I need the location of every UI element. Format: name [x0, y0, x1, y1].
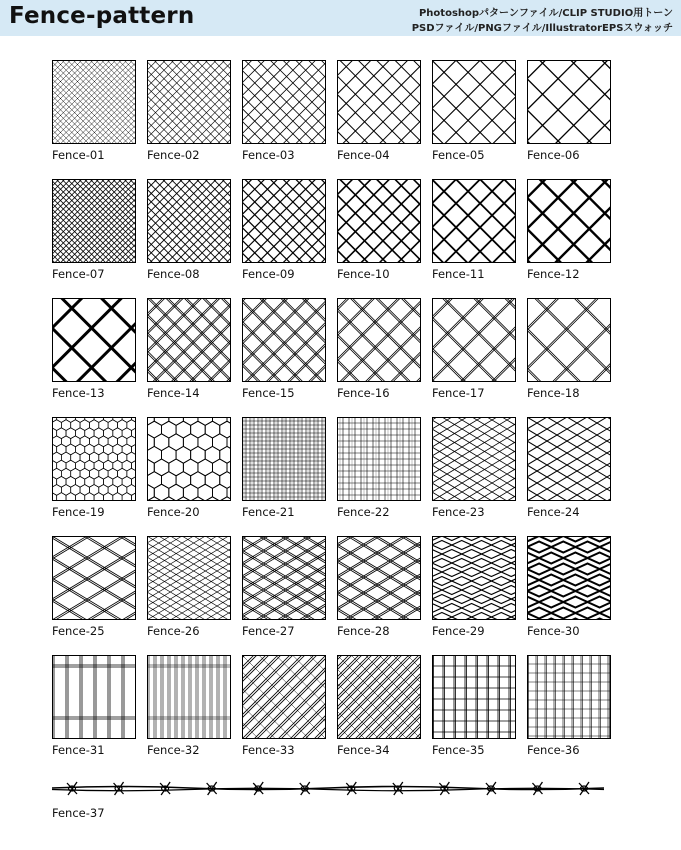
- barb: [207, 782, 217, 795]
- pattern-graphic: [337, 298, 421, 382]
- pattern-graphic: [337, 536, 421, 620]
- barb: [439, 782, 449, 795]
- pattern-swatch-fence-06[interactable]: [527, 60, 611, 144]
- pattern-label-fence-02: Fence-02: [147, 148, 200, 162]
- barb: [253, 782, 263, 795]
- pattern-label-fence-06: Fence-06: [527, 148, 580, 162]
- pattern-label-fence-29: Fence-29: [432, 624, 485, 638]
- pattern-graphic: [337, 60, 421, 144]
- pattern-graphic: [147, 298, 231, 382]
- pattern-swatch-fence-10[interactable]: [337, 179, 421, 263]
- pattern-graphic: [147, 536, 231, 620]
- pattern-graphic: [147, 655, 231, 739]
- pattern-label-fence-26: Fence-26: [147, 624, 200, 638]
- pattern-label-fence-04: Fence-04: [337, 148, 390, 162]
- pattern-swatch-fence-05[interactable]: [432, 60, 516, 144]
- pattern-graphic: [432, 179, 516, 263]
- barb: [114, 782, 124, 795]
- pattern-swatch-fence-12[interactable]: [527, 179, 611, 263]
- pattern-graphic: [52, 179, 136, 263]
- pattern-label-fence-08: Fence-08: [147, 267, 200, 281]
- pattern-graphic: [527, 655, 611, 739]
- pattern-label-fence-31: Fence-31: [52, 743, 105, 757]
- pattern-graphic: [147, 179, 231, 263]
- pattern-graphic: [527, 60, 611, 144]
- pattern-graphic: [527, 179, 611, 263]
- pattern-label-fence-23: Fence-23: [432, 505, 485, 519]
- pattern-label-fence-03: Fence-03: [242, 148, 295, 162]
- barb: [300, 782, 310, 795]
- pattern-graphic: [52, 417, 136, 501]
- pattern-swatch-fence-08[interactable]: [147, 179, 231, 263]
- pattern-swatch-fence-13[interactable]: [52, 298, 136, 382]
- pattern-label-fence-12: Fence-12: [527, 267, 580, 281]
- pattern-graphic: [242, 60, 326, 144]
- pattern-graphic: [337, 179, 421, 263]
- pattern-label-fence-13: Fence-13: [52, 386, 105, 400]
- pattern-graphic: [52, 536, 136, 620]
- barbed-wire-graphic: [52, 776, 604, 800]
- pattern-label-fence-18: Fence-18: [527, 386, 580, 400]
- pattern-graphic: [52, 298, 136, 382]
- pattern-label-fence-27: Fence-27: [242, 624, 295, 638]
- pattern-graphic: [527, 417, 611, 501]
- barb: [160, 782, 170, 795]
- pattern-swatch-fence-36[interactable]: [527, 655, 611, 739]
- pattern-swatch-fence-04[interactable]: [337, 60, 421, 144]
- pattern-swatch-fence-07[interactable]: [52, 179, 136, 263]
- barb: [393, 782, 403, 795]
- pattern-swatch-fence-28[interactable]: [337, 536, 421, 620]
- pattern-label-fence-34: Fence-34: [337, 743, 390, 757]
- pattern-graphic: [147, 60, 231, 144]
- pattern-label-fence-28: Fence-28: [337, 624, 390, 638]
- pattern-swatch-fence-11[interactable]: [432, 179, 516, 263]
- pattern-swatch-fence-16[interactable]: [337, 298, 421, 382]
- pattern-label-fence-33: Fence-33: [242, 743, 295, 757]
- pattern-graphic: [242, 536, 326, 620]
- pattern-label-fence-30: Fence-30: [527, 624, 580, 638]
- barb: [346, 782, 356, 795]
- pattern-label-fence-16: Fence-16: [337, 386, 390, 400]
- pattern-swatch-fence-09[interactable]: [242, 179, 326, 263]
- pattern-label-fence-36: Fence-36: [527, 743, 580, 757]
- pattern-label-fence-11: Fence-11: [432, 267, 485, 281]
- pattern-swatch-fence-26[interactable]: [147, 536, 231, 620]
- pattern-label-fence-10: Fence-10: [337, 267, 390, 281]
- pattern-label-fence-22: Fence-22: [337, 505, 390, 519]
- subtitle-formats-line2: PSDファイル/PNGファイル/IllustratorEPSスウォッチ: [411, 23, 673, 34]
- pattern-graphic: [337, 417, 421, 501]
- pattern-swatch-fence-21[interactable]: [242, 417, 326, 501]
- pattern-swatch-fence-33[interactable]: [242, 655, 326, 739]
- pattern-graphic: [432, 298, 516, 382]
- pattern-graphic: [527, 298, 611, 382]
- pattern-graphic: [242, 298, 326, 382]
- pattern-swatch-fence-03[interactable]: [242, 60, 326, 144]
- barb: [532, 782, 542, 795]
- pattern-label-fence-07: Fence-07: [52, 267, 105, 281]
- subtitle-formats-line1: Photoshopパターンファイル/CLIP STUDIO用トーン: [418, 8, 673, 19]
- pattern-label-fence-05: Fence-05: [432, 148, 485, 162]
- barb: [67, 782, 77, 795]
- pattern-swatch-fence-32[interactable]: [147, 655, 231, 739]
- pattern-swatch-fence-34[interactable]: [337, 655, 421, 739]
- pattern-label-fence-37: Fence-37: [52, 806, 105, 820]
- pattern-swatch-fence-22[interactable]: [337, 417, 421, 501]
- pattern-swatch-fence-20[interactable]: [147, 417, 231, 501]
- pattern-swatch-fence-31[interactable]: [52, 655, 136, 739]
- pattern-label-fence-35: Fence-35: [432, 743, 485, 757]
- pattern-graphic: [337, 655, 421, 739]
- pattern-label-fence-09: Fence-09: [242, 267, 295, 281]
- pattern-swatch-fence-18[interactable]: [527, 298, 611, 382]
- pattern-graphic: [52, 655, 136, 739]
- pattern-label-fence-14: Fence-14: [147, 386, 200, 400]
- pattern-label-fence-15: Fence-15: [242, 386, 295, 400]
- pattern-swatch-fence-30[interactable]: [527, 536, 611, 620]
- barb: [579, 782, 589, 795]
- pattern-label-fence-21: Fence-21: [242, 505, 295, 519]
- pattern-graphic: [432, 536, 516, 620]
- pattern-graphic: [432, 417, 516, 501]
- pattern-swatch-fence-14[interactable]: [147, 298, 231, 382]
- pattern-swatch-fence-17[interactable]: [432, 298, 516, 382]
- pattern-swatch-fence-02[interactable]: [147, 60, 231, 144]
- barb: [486, 782, 496, 795]
- pattern-graphic: [432, 60, 516, 144]
- pattern-label-fence-32: Fence-32: [147, 743, 200, 757]
- header-bar: [0, 0, 681, 36]
- pattern-swatch-fence-15[interactable]: [242, 298, 326, 382]
- pattern-graphic: [242, 417, 326, 501]
- pattern-label-fence-17: Fence-17: [432, 386, 485, 400]
- pattern-swatch-fence-35[interactable]: [432, 655, 516, 739]
- pattern-swatch-fence-25[interactable]: [52, 536, 136, 620]
- pattern-label-fence-25: Fence-25: [52, 624, 105, 638]
- pattern-graphic: [527, 536, 611, 620]
- pattern-graphic: [432, 655, 516, 739]
- pattern-graphic: [242, 179, 326, 263]
- pattern-label-fence-19: Fence-19: [52, 505, 105, 519]
- pattern-graphic: [147, 417, 231, 501]
- pattern-swatch-fence-27[interactable]: [242, 536, 326, 620]
- pattern-swatch-fence-19[interactable]: [52, 417, 136, 501]
- pattern-graphic: [52, 60, 136, 144]
- pattern-swatch-fence-24[interactable]: [527, 417, 611, 501]
- barbed-wire-pattern[interactable]: [52, 776, 604, 800]
- pattern-label-fence-24: Fence-24: [527, 505, 580, 519]
- pattern-label-fence-20: Fence-20: [147, 505, 200, 519]
- pattern-swatch-fence-23[interactable]: [432, 417, 516, 501]
- pattern-swatch-fence-29[interactable]: [432, 536, 516, 620]
- pattern-swatch-fence-01[interactable]: [52, 60, 136, 144]
- pattern-label-fence-01: Fence-01: [52, 148, 105, 162]
- pattern-graphic: [242, 655, 326, 739]
- page-title: Fence-pattern: [9, 3, 195, 29]
